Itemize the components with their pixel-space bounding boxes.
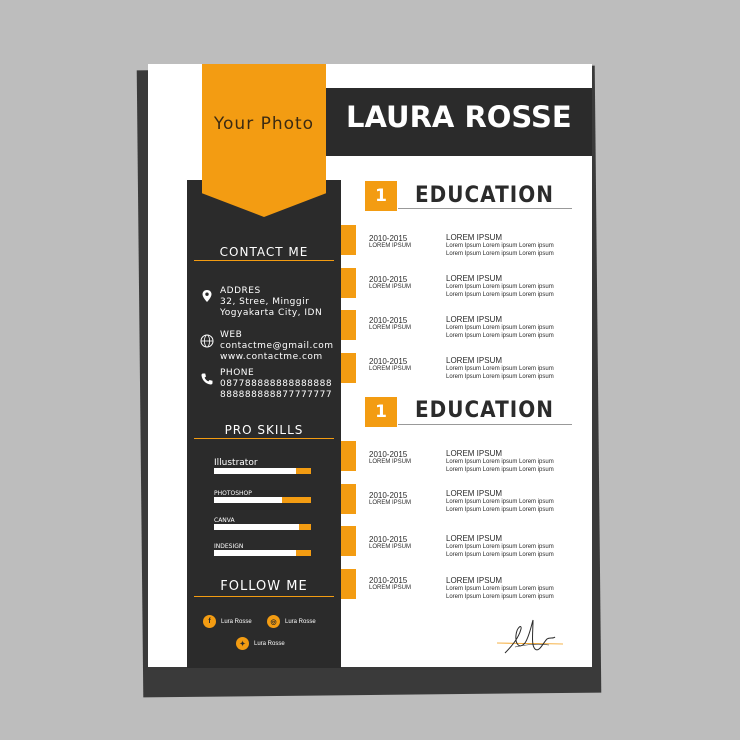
entry-years-sub: LOREM IPSUM <box>369 544 412 550</box>
section-underline <box>398 208 572 209</box>
entry-line: Lorem Ipsum Lorem ipsum Lorem ipsum <box>446 284 554 290</box>
contact-title: CONTACT ME <box>219 245 309 259</box>
entry-marker <box>341 569 356 599</box>
contact-address-label: ADDRES <box>220 286 261 296</box>
entry-heading: LOREM IPSUM <box>446 233 503 242</box>
entry-years <box>369 492 411 507</box>
contact-address-line: 32, Stree, Minggir <box>220 297 310 307</box>
follow-title: FOLLOW ME <box>220 579 308 594</box>
social-handle: Lura Rosse <box>285 618 316 625</box>
entry-detail <box>446 357 554 381</box>
entry-detail <box>446 234 554 258</box>
contact-phone-label: PHONE <box>220 368 255 378</box>
photo-placeholder-label: Your Photo <box>213 114 315 134</box>
social-handle: Lura Rosse <box>254 640 285 647</box>
skill-label: Illustrator <box>214 458 258 468</box>
skill-bar <box>214 524 311 530</box>
entry-years-range: 2010-2015 <box>369 275 408 284</box>
entry-years-range: 2010-2015 <box>369 576 408 585</box>
name-banner <box>326 88 592 156</box>
entry-detail <box>446 450 554 474</box>
entry-years-sub: LOREM IPSUM <box>369 459 412 465</box>
skill-label: INDESIGN <box>214 543 244 550</box>
contact-phone <box>220 368 332 401</box>
entry-line: Lorem Ipsum Lorem ipsum Lorem ipsum <box>446 594 554 600</box>
skills-divider <box>194 438 334 439</box>
entry-line: Lorem Ipsum Lorem ipsum Lorem ipsum <box>446 374 554 380</box>
social-twitter[interactable] <box>236 637 285 650</box>
entry-heading: LOREM IPSUM <box>446 534 503 543</box>
entry-years-range: 2010-2015 <box>369 491 408 500</box>
skill-bar-fill <box>282 497 311 503</box>
phone-icon <box>200 372 214 386</box>
social-instagram[interactable] <box>267 615 316 628</box>
section-title: EDUCATION <box>415 181 554 208</box>
entry-line: Lorem Ipsum Lorem ipsum Lorem ipsum <box>446 292 554 298</box>
entry-marker <box>341 441 356 471</box>
entry-years-sub: LOREM IPSUM <box>369 284 412 290</box>
entry-years-range: 2010-2015 <box>369 535 408 544</box>
entry-line: Lorem Ipsum Lorem ipsum Lorem ipsum <box>446 552 554 558</box>
entry-line: Lorem Ipsum Lorem ipsum Lorem ipsum <box>446 467 554 473</box>
entry-detail <box>446 535 554 559</box>
entry-years-range: 2010-2015 <box>369 450 408 459</box>
section-number: 1 <box>365 181 397 211</box>
contact-web-line: contactme@gmail.com <box>220 341 334 351</box>
entry-years <box>369 358 411 373</box>
entry-years <box>369 235 411 250</box>
entry-heading: LOREM IPSUM <box>446 356 503 365</box>
skill-label: CANVA <box>214 517 235 524</box>
entry-marker <box>341 310 356 340</box>
contact-divider <box>194 260 334 261</box>
contact-phone-line: 888888888877777777 <box>220 390 333 400</box>
entry-years-sub: LOREM IPSUM <box>369 500 412 506</box>
entry-marker <box>341 268 356 298</box>
skill-bar <box>214 550 311 556</box>
entry-detail <box>446 490 554 514</box>
entry-years <box>369 577 411 592</box>
instagram-icon: ◎ <box>267 615 280 628</box>
skill-bar <box>214 468 311 474</box>
twitter-icon: ✦ <box>236 637 249 650</box>
entry-heading: LOREM IPSUM <box>446 576 503 585</box>
entry-detail <box>446 577 554 601</box>
skill-label: PHOTOSHOP <box>214 490 252 497</box>
entry-heading: LOREM IPSUM <box>446 274 503 283</box>
entry-detail <box>446 275 554 299</box>
entry-line: Lorem Ipsum Lorem ipsum Lorem ipsum <box>446 333 554 339</box>
follow-divider <box>194 596 334 597</box>
contact-web-label: WEB <box>220 330 243 340</box>
facebook-icon: f <box>203 615 216 628</box>
entry-marker <box>341 225 356 255</box>
entry-years-sub: LOREM IPSUM <box>369 325 412 331</box>
entry-line: Lorem Ipsum Lorem ipsum Lorem ipsum <box>446 251 554 257</box>
skill-bar-fill <box>299 524 311 530</box>
entry-years <box>369 451 411 466</box>
entry-heading: LOREM IPSUM <box>446 315 503 324</box>
entry-detail <box>446 316 554 340</box>
social-handle: Lura Rosse <box>221 618 252 625</box>
photo-placeholder <box>202 64 326 184</box>
entry-years <box>369 536 411 551</box>
entry-years <box>369 317 411 332</box>
contact-web <box>220 330 334 363</box>
signature <box>495 615 565 660</box>
skill-bar <box>214 497 311 503</box>
entry-line: Lorem Ipsum Lorem ipsum Lorem ipsum <box>446 586 554 592</box>
entry-years-sub: LOREM IPSUM <box>369 585 412 591</box>
entry-marker <box>341 353 356 383</box>
entry-years-sub: LOREM IPSUM <box>369 366 412 372</box>
skill-bar-fill <box>296 550 311 556</box>
entry-years-sub: LOREM IPSUM <box>369 243 412 249</box>
skills-title: PRO SKILLS <box>224 423 304 437</box>
candidate-name: LAURA ROSSE <box>346 100 572 134</box>
entry-line: Lorem Ipsum Lorem ipsum Lorem ipsum <box>446 366 554 372</box>
entry-marker <box>341 526 356 556</box>
contact-phone-line: 087788888888888888 <box>220 379 333 389</box>
entry-marker <box>341 484 356 514</box>
skill-bar-fill <box>296 468 311 474</box>
entry-years <box>369 276 411 291</box>
entry-heading: LOREM IPSUM <box>446 449 503 458</box>
section-title: EDUCATION <box>415 396 554 423</box>
entry-line: Lorem Ipsum Lorem ipsum Lorem ipsum <box>446 507 554 513</box>
entry-line: Lorem Ipsum Lorem ipsum Lorem ipsum <box>446 325 554 331</box>
entry-years-range: 2010-2015 <box>369 234 408 243</box>
globe-icon <box>200 334 214 348</box>
entry-line: Lorem Ipsum Lorem ipsum Lorem ipsum <box>446 243 554 249</box>
entry-years-range: 2010-2015 <box>369 357 408 366</box>
entry-line: Lorem Ipsum Lorem ipsum Lorem ipsum <box>446 499 554 505</box>
entry-heading: LOREM IPSUM <box>446 489 503 498</box>
location-pin-icon <box>200 289 214 303</box>
entry-line: Lorem Ipsum Lorem ipsum Lorem ipsum <box>446 544 554 550</box>
entry-line: Lorem Ipsum Lorem ipsum Lorem ipsum <box>446 459 554 465</box>
contact-address-line: Yogyakarta City, IDN <box>220 308 323 318</box>
entry-years-range: 2010-2015 <box>369 316 408 325</box>
section-number: 1 <box>365 397 397 427</box>
social-facebook[interactable] <box>203 615 252 628</box>
contact-web-line: www.contactme.com <box>220 352 323 362</box>
section-underline <box>398 424 572 425</box>
contact-address <box>220 286 322 319</box>
